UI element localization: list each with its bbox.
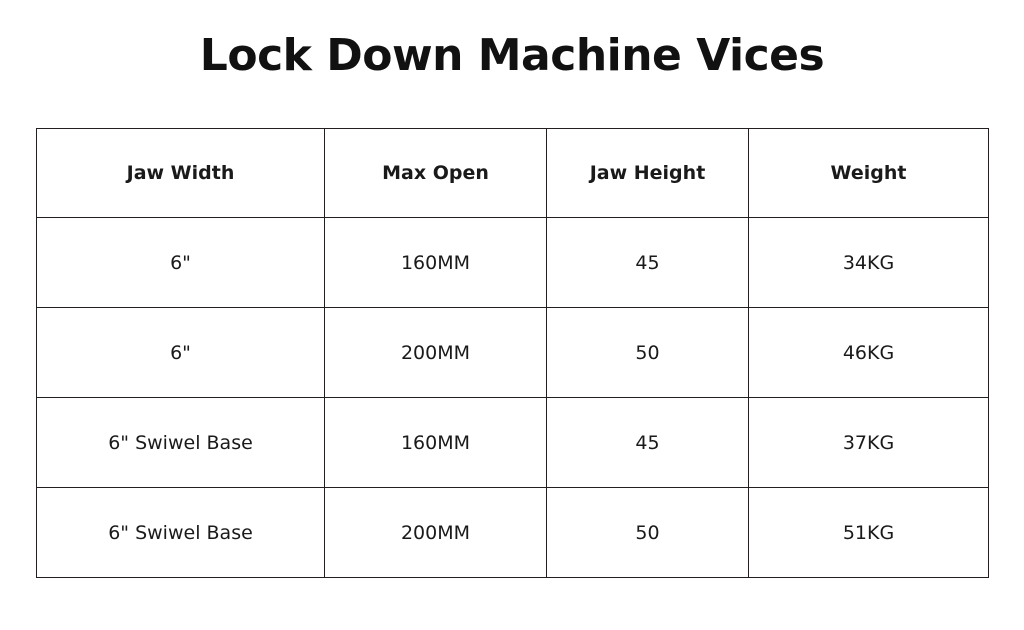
- cell-max-open: 160MM: [325, 218, 547, 308]
- cell-jaw-width: 6" Swiwel Base: [37, 488, 325, 578]
- table-body: [37, 218, 989, 578]
- table-header-row: [37, 129, 989, 218]
- column-header-weight: Weight: [749, 129, 989, 218]
- cell-weight: 34KG: [749, 218, 989, 308]
- cell-jaw-height: 45: [547, 398, 749, 488]
- column-header-jaw-height: Jaw Height: [547, 129, 749, 218]
- table-row: [37, 308, 989, 398]
- cell-weight: 46KG: [749, 308, 989, 398]
- cell-jaw-width: 6" Swiwel Base: [37, 398, 325, 488]
- cell-jaw-height: 45: [547, 218, 749, 308]
- cell-jaw-height: 50: [547, 488, 749, 578]
- cell-weight: 51KG: [749, 488, 989, 578]
- cell-weight: 37KG: [749, 398, 989, 488]
- table-row: [37, 218, 989, 308]
- spec-table: [36, 128, 989, 578]
- table-row: [37, 488, 989, 578]
- page-title: Lock Down Machine Vices: [199, 30, 825, 81]
- table-row: [37, 398, 989, 488]
- table-header: [37, 129, 989, 218]
- cell-max-open: 160MM: [325, 398, 547, 488]
- column-header-max-open: Max Open: [325, 129, 547, 218]
- cell-jaw-width: 6": [37, 308, 325, 398]
- cell-jaw-width: 6": [37, 218, 325, 308]
- cell-max-open: 200MM: [325, 308, 547, 398]
- cell-max-open: 200MM: [325, 488, 547, 578]
- cell-jaw-height: 50: [547, 308, 749, 398]
- spec-table-container: [36, 128, 988, 578]
- column-header-jaw-width: Jaw Width: [37, 129, 325, 218]
